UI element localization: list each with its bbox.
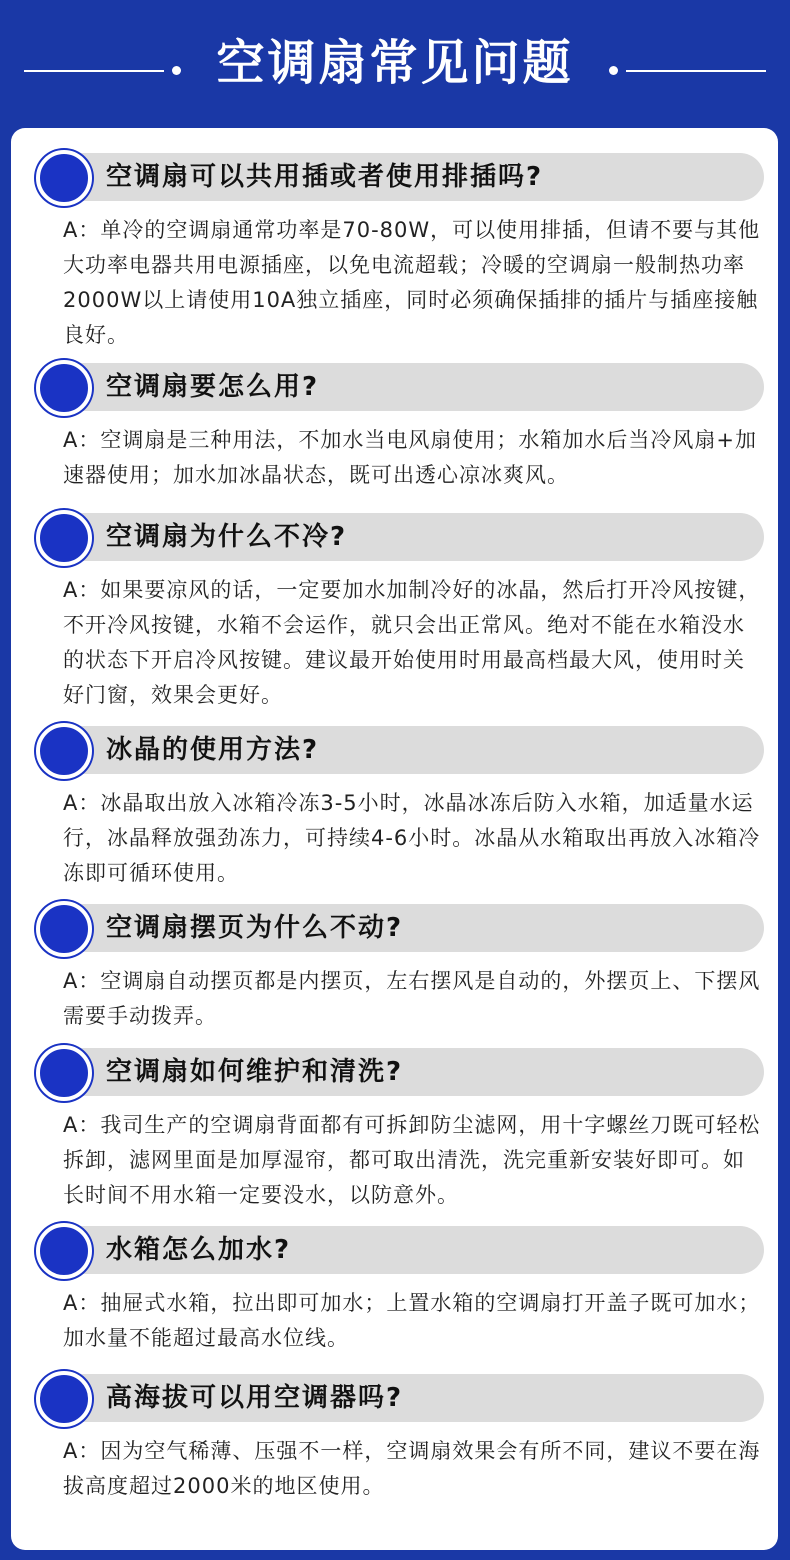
page-title: 空调扇常见问题	[216, 35, 574, 91]
answer-text: A：空调扇自动摆页都是内摆页，左右摆风是自动的，外摆页上、下摆风需要手动拨弄。	[63, 969, 761, 1028]
answer-text: A：因为空气稀薄、压强不一样，空调扇效果会有所不同，建议不要在海拔高度超过2000米的地区使用。	[63, 1439, 761, 1498]
bullet-circle-icon	[36, 1045, 92, 1101]
bullet-circle-icon	[36, 510, 92, 566]
header-dot-right	[609, 66, 618, 75]
header-divider-right	[626, 70, 766, 72]
question-text: 空调扇为什么不冷?	[106, 522, 348, 552]
question-text: 冰晶的使用方法?	[106, 735, 320, 765]
bullet-circle-icon	[36, 360, 92, 416]
bullet-circle-icon	[36, 150, 92, 206]
faq-card	[11, 128, 778, 1550]
bullet-circle-icon	[36, 901, 92, 957]
question-text: 空调扇摆页为什么不动?	[106, 913, 404, 943]
answer-text: A：单冷的空调扇通常功率是70-80W，可以使用排插，但请不要与其他大功率电器共用电源插座，以免电流超载；冷暖的空调扇一般制热功率2000W以上请使用10A独立插座，同时必须确保插排的插片与插座接触良好。	[63, 218, 761, 347]
answer-text: A：我司生产的空调扇背面都有可拆卸防尘滤网，用十字螺丝刀既可轻松拆卸，滤网里面是加厚湿帘，都可取出清洗，洗完重新安装好即可。如长时间不用水箱一定要没水，以防意外。	[63, 1113, 761, 1207]
bullet-circle-icon	[36, 1223, 92, 1279]
page-header	[0, 0, 790, 128]
question-text: 高海拔可以用空调器吗?	[106, 1383, 404, 1413]
question-text: 空调扇要怎么用?	[106, 372, 320, 402]
answer-text: A：冰晶取出放入冰箱冷冻3-5小时，冰晶冰冻后防入水箱，加适量水运行，冰晶释放强劲冻力，可持续4-6小时。冰晶从水箱取出再放入冰箱冷冻即可循环使用。	[63, 791, 761, 885]
question-text: 空调扇如何维护和清洗?	[106, 1057, 404, 1087]
answer-text: A：抽屉式水箱，拉出即可加水；上置水箱的空调扇打开盖子既可加水；加水量不能超过最高水位线。	[63, 1291, 761, 1350]
question-text: 水箱怎么加水?	[106, 1235, 292, 1265]
bullet-circle-icon	[36, 723, 92, 779]
answer-text: A：如果要凉风的话，一定要加水加制冷好的冰晶，然后打开冷风按键，不开冷风按键，水箱不会运作，就只会出正常风。绝对不能在水箱没水的状态下开启冷风按键。建议最开始使用时用最高档最大风，使用时关好门窗，效果会更好。	[63, 578, 761, 707]
bullet-circle-icon	[36, 1371, 92, 1427]
question-text: 空调扇可以共用插或者使用排插吗?	[106, 162, 544, 192]
answer-text: A：空调扇是三种用法，不加水当电风扇使用；水箱加水后当冷风扇+加速器使用；加水加冰晶状态，既可出透心凉冰爽风。	[63, 428, 757, 487]
